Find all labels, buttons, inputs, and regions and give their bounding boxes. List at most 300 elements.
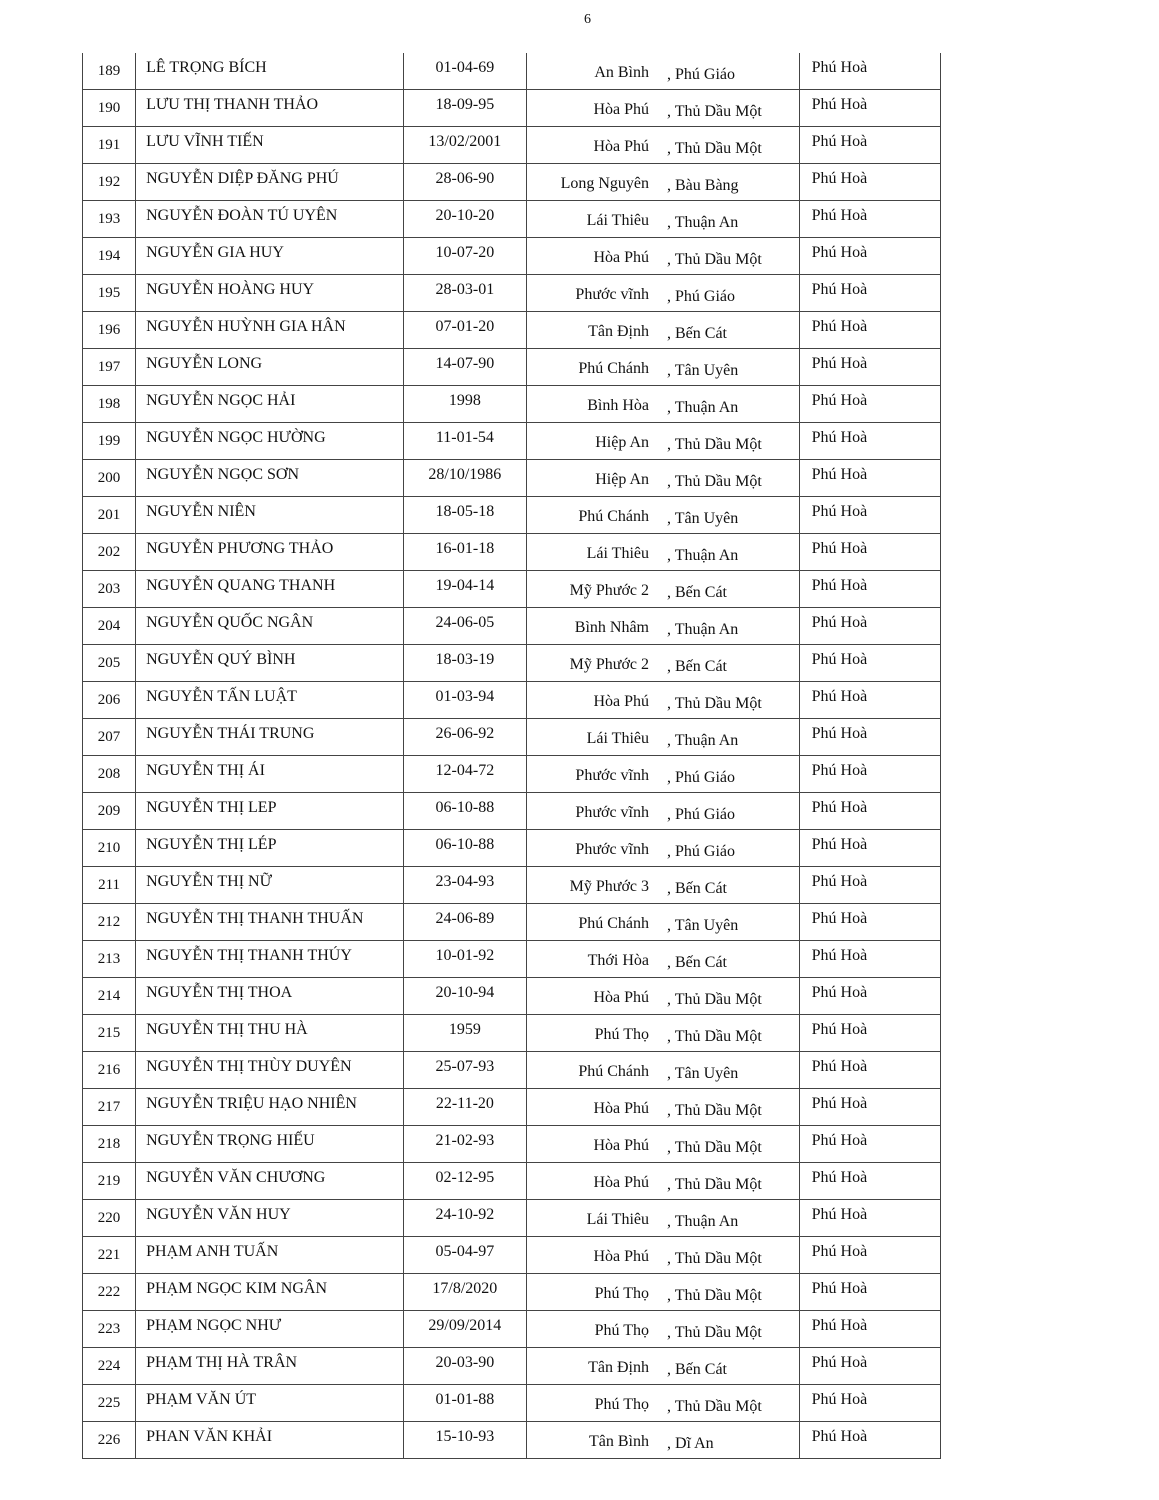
table-row — [83, 201, 941, 238]
commune: Lái Thiêu — [586, 730, 649, 747]
table-row — [83, 534, 941, 571]
unit: Phú Hoà — [799, 312, 940, 349]
roster-table — [82, 53, 941, 1459]
unit: Phú Hoà — [799, 1200, 940, 1237]
unit: Phú Hoà — [799, 460, 940, 497]
commune: Phú Chánh — [578, 360, 649, 377]
birth-date: 18-05-18 — [403, 497, 526, 534]
commune: Phú Thọ — [594, 1322, 649, 1339]
person-name: PHAN VĂN KHẢI — [136, 1422, 404, 1459]
unit: Phú Hoà — [799, 1089, 940, 1126]
row-index: 209 — [83, 793, 136, 830]
district: , Bến Cát — [667, 658, 727, 675]
birth-date: 18-09-95 — [403, 90, 526, 127]
unit: Phú Hoà — [799, 238, 940, 275]
address-cell — [527, 127, 800, 164]
person-name: LƯU VĨNH TIẾN — [136, 127, 404, 164]
person-name: LÊ TRỌNG BÍCH — [136, 53, 404, 90]
table-row — [83, 867, 941, 904]
row-index: 207 — [83, 719, 136, 756]
person-name: NGUYỄN QUÝ BÌNH — [136, 645, 404, 682]
birth-date: 22-11-20 — [403, 1089, 526, 1126]
district: , Bến Cát — [667, 880, 727, 897]
birth-date: 01-01-88 — [403, 1385, 526, 1422]
commune: Hòa Phú — [593, 1100, 649, 1117]
commune: Lái Thiêu — [586, 545, 649, 562]
person-name: NGUYỄN THỊ NỮ — [136, 867, 404, 904]
row-index: 195 — [83, 275, 136, 312]
district: , Thủ Dầu Một — [667, 1176, 762, 1193]
person-name: NGUYỄN DIỆP ĐĂNG PHÚ — [136, 164, 404, 201]
commune: Thới Hòa — [587, 952, 649, 969]
district: , Phú Giáo — [667, 806, 735, 823]
row-index: 208 — [83, 756, 136, 793]
unit: Phú Hoà — [799, 645, 940, 682]
address-cell — [527, 534, 800, 571]
table-row — [83, 941, 941, 978]
row-index: 204 — [83, 608, 136, 645]
address-cell — [527, 571, 800, 608]
person-name: NGUYỄN HUỲNH GIA HÂN — [136, 312, 404, 349]
person-name: PHẠM NGỌC KIM NGÂN — [136, 1274, 404, 1311]
district: , Thủ Dầu Một — [667, 1028, 762, 1045]
unit: Phú Hoà — [799, 978, 940, 1015]
person-name: PHẠM VĂN ÚT — [136, 1385, 404, 1422]
district: , Thủ Dầu Một — [667, 103, 762, 120]
person-name: NGUYỄN NGỌC HƯỜNG — [136, 423, 404, 460]
address-cell — [527, 830, 800, 867]
birth-date: 19-04-14 — [403, 571, 526, 608]
birth-date: 12-04-72 — [403, 756, 526, 793]
table-row — [83, 793, 941, 830]
person-name: NGUYỄN TRỌNG HIẾU — [136, 1126, 404, 1163]
unit: Phú Hoà — [799, 867, 940, 904]
address-cell — [527, 1052, 800, 1089]
table-row — [83, 904, 941, 941]
commune: Hiệp An — [595, 471, 649, 488]
table-row — [83, 90, 941, 127]
birth-date: 10-07-20 — [403, 238, 526, 275]
table-row — [83, 497, 941, 534]
row-index: 216 — [83, 1052, 136, 1089]
person-name: NGUYỄN NGỌC SƠN — [136, 460, 404, 497]
row-index: 203 — [83, 571, 136, 608]
row-index: 226 — [83, 1422, 136, 1459]
person-name: NGUYỄN TRIỆU HẠO NHIÊN — [136, 1089, 404, 1126]
table-row — [83, 1163, 941, 1200]
table-row — [83, 682, 941, 719]
table-row — [83, 460, 941, 497]
district: , Thủ Dầu Một — [667, 1250, 762, 1267]
commune: Tân Định — [588, 1359, 649, 1376]
commune: Hòa Phú — [593, 989, 649, 1006]
row-index: 215 — [83, 1015, 136, 1052]
unit: Phú Hoà — [799, 53, 940, 90]
district: , Bàu Bàng — [667, 177, 739, 194]
person-name: NGUYỄN TẤN LUẬT — [136, 682, 404, 719]
district: , Thuận An — [667, 1213, 739, 1230]
row-index: 218 — [83, 1126, 136, 1163]
unit: Phú Hoà — [799, 386, 940, 423]
address-cell — [527, 1015, 800, 1052]
address-cell — [527, 423, 800, 460]
commune: Hòa Phú — [593, 693, 649, 710]
unit: Phú Hoà — [799, 275, 940, 312]
person-name: NGUYỄN THỊ ÁI — [136, 756, 404, 793]
row-index: 220 — [83, 1200, 136, 1237]
row-index: 202 — [83, 534, 136, 571]
person-name: NGUYỄN THỊ THU HÀ — [136, 1015, 404, 1052]
address-cell — [527, 719, 800, 756]
birth-date: 20-10-94 — [403, 978, 526, 1015]
table-row — [83, 349, 941, 386]
commune: Hòa Phú — [593, 1137, 649, 1154]
unit: Phú Hoà — [799, 904, 940, 941]
district: , Thủ Dầu Một — [667, 251, 762, 268]
row-index: 223 — [83, 1311, 136, 1348]
row-index: 196 — [83, 312, 136, 349]
unit: Phú Hoà — [799, 1385, 940, 1422]
birth-date: 1998 — [403, 386, 526, 423]
unit: Phú Hoà — [799, 1126, 940, 1163]
table-row — [83, 1200, 941, 1237]
person-name: NGUYỄN THỊ LÉP — [136, 830, 404, 867]
table-row — [83, 719, 941, 756]
unit: Phú Hoà — [799, 1237, 940, 1274]
unit: Phú Hoà — [799, 608, 940, 645]
birth-date: 06-10-88 — [403, 830, 526, 867]
unit: Phú Hoà — [799, 1311, 940, 1348]
address-cell — [527, 460, 800, 497]
birth-date: 18-03-19 — [403, 645, 526, 682]
commune: Phú Thọ — [594, 1026, 649, 1043]
birth-date: 1959 — [403, 1015, 526, 1052]
district: , Phú Giáo — [667, 769, 735, 786]
district: , Dĩ An — [667, 1435, 714, 1452]
address-cell — [527, 275, 800, 312]
unit: Phú Hoà — [799, 90, 940, 127]
district: , Bến Cát — [667, 584, 727, 601]
birth-date: 14-07-90 — [403, 349, 526, 386]
table-row — [83, 275, 941, 312]
table-row — [83, 1348, 941, 1385]
row-index: 210 — [83, 830, 136, 867]
address-cell — [527, 201, 800, 238]
person-name: NGUYỄN LONG — [136, 349, 404, 386]
district: , Tân Uyên — [667, 1065, 739, 1082]
table-row — [83, 1385, 941, 1422]
address-cell — [527, 941, 800, 978]
commune: Mỹ Phước 2 — [569, 656, 649, 673]
person-name: NGUYỄN QUANG THANH — [136, 571, 404, 608]
birth-date: 06-10-88 — [403, 793, 526, 830]
district: , Thủ Dầu Một — [667, 695, 762, 712]
address-cell — [527, 867, 800, 904]
unit: Phú Hoà — [799, 1274, 940, 1311]
address-cell — [527, 164, 800, 201]
row-index: 191 — [83, 127, 136, 164]
unit: Phú Hoà — [799, 534, 940, 571]
table-row — [83, 608, 941, 645]
unit: Phú Hoà — [799, 201, 940, 238]
commune: Hiệp An — [595, 434, 649, 451]
commune: Long Nguyên — [560, 175, 649, 192]
table-row — [83, 830, 941, 867]
district: , Thủ Dầu Một — [667, 1324, 762, 1341]
row-index: 221 — [83, 1237, 136, 1274]
person-name: NGUYỄN GIA HUY — [136, 238, 404, 275]
district: , Phú Giáo — [667, 288, 735, 305]
table-row — [83, 164, 941, 201]
address-cell — [527, 1126, 800, 1163]
table-row — [83, 978, 941, 1015]
district: , Thủ Dầu Một — [667, 991, 762, 1008]
row-index: 213 — [83, 941, 136, 978]
birth-date: 29/09/2014 — [403, 1311, 526, 1348]
commune: Hòa Phú — [593, 138, 649, 155]
address-cell — [527, 645, 800, 682]
birth-date: 28-03-01 — [403, 275, 526, 312]
address-cell — [527, 90, 800, 127]
birth-date: 16-01-18 — [403, 534, 526, 571]
person-name: NGUYỄN QUỐC NGÂN — [136, 608, 404, 645]
commune: Mỹ Phước 3 — [569, 878, 649, 895]
person-name: LƯU THỊ THANH THẢO — [136, 90, 404, 127]
address-cell — [527, 1163, 800, 1200]
row-index: 201 — [83, 497, 136, 534]
district: , Thuận An — [667, 621, 739, 638]
birth-date: 15-10-93 — [403, 1422, 526, 1459]
district: , Thuận An — [667, 732, 739, 749]
row-index: 219 — [83, 1163, 136, 1200]
row-index: 192 — [83, 164, 136, 201]
commune: Bình Nhâm — [574, 619, 649, 636]
address-cell — [527, 608, 800, 645]
birth-date: 26-06-92 — [403, 719, 526, 756]
person-name: NGUYỄN THÁI TRUNG — [136, 719, 404, 756]
commune: Phước vĩnh — [575, 804, 649, 821]
unit: Phú Hoà — [799, 1163, 940, 1200]
birth-date: 17/8/2020 — [403, 1274, 526, 1311]
birth-date: 23-04-93 — [403, 867, 526, 904]
person-name: NGUYỄN NGỌC HẢI — [136, 386, 404, 423]
person-name: PHẠM ANH TUẤN — [136, 1237, 404, 1274]
address-cell — [527, 1200, 800, 1237]
table-row — [83, 1052, 941, 1089]
address-cell — [527, 238, 800, 275]
person-name: PHẠM NGỌC NHƯ — [136, 1311, 404, 1348]
row-index: 199 — [83, 423, 136, 460]
person-name: NGUYỄN ĐOÀN TÚ UYÊN — [136, 201, 404, 238]
address-cell — [527, 53, 800, 90]
district: , Thủ Dầu Một — [667, 1398, 762, 1415]
unit: Phú Hoà — [799, 1015, 940, 1052]
table-row — [83, 1126, 941, 1163]
unit: Phú Hoà — [799, 793, 940, 830]
district: , Phú Giáo — [667, 66, 735, 83]
address-cell — [527, 1348, 800, 1385]
commune: Phước vĩnh — [575, 286, 649, 303]
unit: Phú Hoà — [799, 423, 940, 460]
row-index: 198 — [83, 386, 136, 423]
address-cell — [527, 349, 800, 386]
row-index: 197 — [83, 349, 136, 386]
commune: An Bình — [594, 64, 649, 81]
birth-date: 24-06-89 — [403, 904, 526, 941]
birth-date: 01-03-94 — [403, 682, 526, 719]
person-name: NGUYỄN THỊ THOA — [136, 978, 404, 1015]
row-index: 189 — [83, 53, 136, 90]
district: , Thủ Dầu Một — [667, 1139, 762, 1156]
birth-date: 20-10-20 — [403, 201, 526, 238]
birth-date: 25-07-93 — [403, 1052, 526, 1089]
commune: Phú Chánh — [578, 1063, 649, 1080]
commune: Hòa Phú — [593, 101, 649, 118]
commune: Hòa Phú — [593, 1248, 649, 1265]
row-index: 225 — [83, 1385, 136, 1422]
commune: Phước vĩnh — [575, 767, 649, 784]
district: , Tân Uyên — [667, 917, 739, 934]
unit: Phú Hoà — [799, 1348, 940, 1385]
birth-date: 21-02-93 — [403, 1126, 526, 1163]
district: , Tân Uyên — [667, 510, 739, 527]
commune: Phú Thọ — [594, 1396, 649, 1413]
table-row — [83, 571, 941, 608]
row-index: 212 — [83, 904, 136, 941]
person-name: NGUYỄN THỊ THANH THÚY — [136, 941, 404, 978]
table-row — [83, 1089, 941, 1126]
birth-date: 24-06-05 — [403, 608, 526, 645]
address-cell — [527, 756, 800, 793]
person-name: NGUYỄN NIÊN — [136, 497, 404, 534]
row-index: 206 — [83, 682, 136, 719]
person-name: NGUYỄN THỊ THANH THUẤN — [136, 904, 404, 941]
table-row — [83, 238, 941, 275]
table-row — [83, 53, 941, 90]
unit: Phú Hoà — [799, 497, 940, 534]
district: , Bến Cát — [667, 1361, 727, 1378]
address-cell — [527, 978, 800, 1015]
unit: Phú Hoà — [799, 830, 940, 867]
birth-date: 28/10/1986 — [403, 460, 526, 497]
row-index: 200 — [83, 460, 136, 497]
commune: Tân Bình — [589, 1433, 649, 1450]
unit: Phú Hoà — [799, 571, 940, 608]
birth-date: 02-12-95 — [403, 1163, 526, 1200]
address-cell — [527, 682, 800, 719]
unit: Phú Hoà — [799, 164, 940, 201]
table-row — [83, 1015, 941, 1052]
table-row — [83, 1422, 941, 1459]
address-cell — [527, 1422, 800, 1459]
district: , Thủ Dầu Một — [667, 436, 762, 453]
unit: Phú Hoà — [799, 127, 940, 164]
commune: Lái Thiêu — [586, 1211, 649, 1228]
row-index: 224 — [83, 1348, 136, 1385]
commune: Hòa Phú — [593, 249, 649, 266]
table-row — [83, 645, 941, 682]
row-index: 217 — [83, 1089, 136, 1126]
district: , Bến Cát — [667, 325, 727, 342]
person-name: NGUYỄN VĂN CHƯƠNG — [136, 1163, 404, 1200]
commune: Phú Thọ — [594, 1285, 649, 1302]
row-index: 222 — [83, 1274, 136, 1311]
row-index: 214 — [83, 978, 136, 1015]
district: , Thủ Dầu Một — [667, 140, 762, 157]
birth-date: 11-01-54 — [403, 423, 526, 460]
birth-date: 10-01-92 — [403, 941, 526, 978]
unit: Phú Hoà — [799, 1052, 940, 1089]
birth-date: 05-04-97 — [403, 1237, 526, 1274]
unit: Phú Hoà — [799, 682, 940, 719]
address-cell — [527, 312, 800, 349]
row-index: 190 — [83, 90, 136, 127]
table-row — [83, 423, 941, 460]
address-cell — [527, 793, 800, 830]
unit: Phú Hoà — [799, 756, 940, 793]
district: , Thủ Dầu Một — [667, 473, 762, 490]
district: , Thủ Dầu Một — [667, 1287, 762, 1304]
birth-date: 07-01-20 — [403, 312, 526, 349]
address-cell — [527, 1385, 800, 1422]
birth-date: 24-10-92 — [403, 1200, 526, 1237]
table-row — [83, 386, 941, 423]
district: , Thủ Dầu Một — [667, 1102, 762, 1119]
table-row — [83, 1311, 941, 1348]
table-row — [83, 127, 941, 164]
birth-date: 01-04-69 — [403, 53, 526, 90]
table-row — [83, 756, 941, 793]
person-name: NGUYỄN HOÀNG HUY — [136, 275, 404, 312]
district: , Tân Uyên — [667, 362, 739, 379]
address-cell — [527, 1237, 800, 1274]
person-name: NGUYỄN THỊ LEP — [136, 793, 404, 830]
birth-date: 20-03-90 — [403, 1348, 526, 1385]
row-index: 205 — [83, 645, 136, 682]
district: , Thuận An — [667, 547, 739, 564]
commune: Phước vĩnh — [575, 841, 649, 858]
address-cell — [527, 904, 800, 941]
address-cell — [527, 1274, 800, 1311]
district: , Phú Giáo — [667, 843, 735, 860]
person-name: NGUYỄN PHƯƠNG THẢO — [136, 534, 404, 571]
birth-date: 13/02/2001 — [403, 127, 526, 164]
row-index: 193 — [83, 201, 136, 238]
district: , Thuận An — [667, 399, 739, 416]
unit: Phú Hoà — [799, 349, 940, 386]
commune: Lái Thiêu — [586, 212, 649, 229]
table-row — [83, 1237, 941, 1274]
row-index: 211 — [83, 867, 136, 904]
commune: Bình Hòa — [587, 397, 649, 414]
district: , Thuận An — [667, 214, 739, 231]
address-cell — [527, 497, 800, 534]
person-name: NGUYỄN THỊ THÙY DUYÊN — [136, 1052, 404, 1089]
row-index: 194 — [83, 238, 136, 275]
commune: Hòa Phú — [593, 1174, 649, 1191]
unit: Phú Hoà — [799, 941, 940, 978]
person-name: NGUYỄN VĂN HUY — [136, 1200, 404, 1237]
unit: Phú Hoà — [799, 719, 940, 756]
commune: Phú Chánh — [578, 508, 649, 525]
roster-body — [83, 53, 941, 1459]
table-row — [83, 1274, 941, 1311]
table-row — [83, 312, 941, 349]
birth-date: 28-06-90 — [403, 164, 526, 201]
unit: Phú Hoà — [799, 1422, 940, 1459]
page-number: 6 — [584, 12, 591, 27]
address-cell — [527, 1089, 800, 1126]
